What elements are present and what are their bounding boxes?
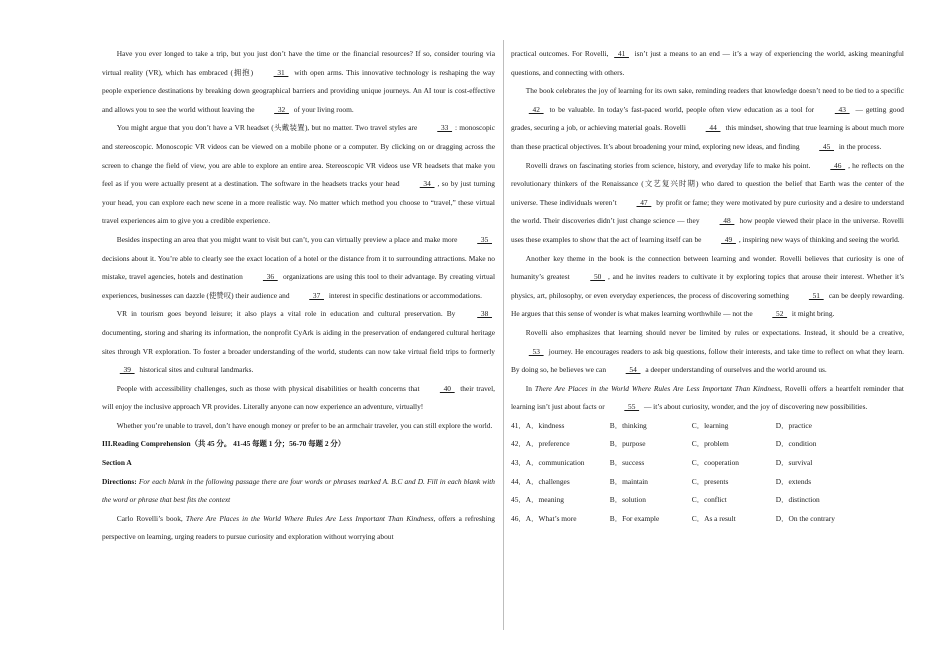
- section-a-label: Section A: [102, 458, 132, 468]
- blank-46: 46: [830, 160, 846, 170]
- column-divider: [503, 40, 504, 630]
- blank-41: 41: [614, 49, 629, 58]
- blank-42: 42: [528, 104, 544, 114]
- option-row-43: 43． A．communication B．success C．cooperation D．survival: [511, 458, 813, 468]
- rovelli-paragraph-4: Rovelli also emphasizes that learning should never be limited by rules or expectations. Instead, it should be a creative, 53 journey. He encourages readers to ask big questions, follow their interests, and take time to reflect on what they learn. By doing so, he believes we can 54 a deeper understanding of ourselves and the world around us.: [511, 324, 904, 380]
- vr-paragraph-3: Besides inspecting an area that you might want to visit but can’t, you can virtually preview a place and make more 35 decisions about it. You’re able to clearly see the exact location of a hotel or the distance from it to surrounding attractions. Make no mistake, travel agencies, hotels and destination 36 organizations are using this tool to their advantage. By creating virtual experiences, businesses can dazzle (使赞叹) their audience and 37 interest in specific destinations or accommodations.: [102, 231, 495, 305]
- blank-48: 48: [719, 216, 735, 226]
- rovelli-intro: Carlo Rovelli’s book, There Are Places in the World Where Rules Are Less Important Than Kindness, offers a refreshing perspective on learning, urging readers to pursue curiosity and exploration without worrying about: [102, 513, 496, 542]
- directions: Directions: For each blank in the following passage there are four words or phrases marked A. B.C and D. Fill in each blank with the word or phrase that best fits the context: [102, 476, 495, 505]
- blank-53: 53: [528, 346, 544, 356]
- option-row-42: 42． A．preference B．purpose C．problem D．condition: [511, 439, 817, 449]
- rovelli-paragraph-0: practical outcomes. For Rovelli, 41 isn’t just a means to an end — it’s a way of experiencing the world, asking meaningful questions, and connecting with others.: [511, 45, 904, 82]
- blank-55: 55: [624, 402, 640, 412]
- vr-paragraph-1: Have you ever longed to take a trip, but you just don’t have the time or the financial resources? If so, consider touring via virtual reality (VR), which has embraced (拥抱) 31 with open arms. This innovative technology is reshaping the way people experience destinations by breaking down geographical barriers and providing unique journeys. An AI tour is cost-effective and allows you to see the world without leaving the 32 of your living room.: [102, 45, 495, 119]
- blank-35: 35: [477, 234, 492, 244]
- section-title: III.Reading Comprehension（共 45 分。 41-45 每题 1 分；56-70 每题 2 分）: [102, 439, 346, 449]
- vr-paragraph-4: VR in tourism goes beyond leisure; it also plays a vital role in education and cultural preservation. By 38 documenting, storing and sharing its information, the nonprofit CyArk is aiding in the preservation of endangered cultural heritage sites through VR exploration. To foster a broader understanding of the world, students can now take virtual field trips to formerly 39 historical sites and cultural landmarks.: [102, 305, 495, 379]
- blank-38: 38: [477, 309, 492, 319]
- blank-36: 36: [262, 272, 278, 282]
- blank-44: 44: [705, 123, 721, 133]
- option-row-41: 41． A．kindness B．thinking C．learning D．practice: [511, 420, 812, 430]
- rovelli-paragraph-5: In There Are Places in the World Where Rules Are Less Important Than Kindness, Rovelli offers a heartfelt reminder that learning isn’t just about facts or 55 — it’s about curiosity, wonder, and the joy of discovering new possibilities.: [511, 380, 904, 417]
- blank-54: 54: [625, 365, 641, 375]
- vr-paragraph-2: You might argue that you don’t have a VR headset (头戴装置), but no matter. Two travel styles are 33 : monoscopic and stereoscopic. Monoscopic VR videos can be viewed on a mobile phone or a computer. By clicking on or dragging across the screen to change the field of view, you are able to explore an entire area. Stereoscopic VR videos use VR headsets that make you feel as if you were actually present at a destination. The software in the headsets tracks your head 34 , so by just turning your head, you can explore each new scene in a more realistic way. No matter which method you choose to “travel,” these virtual travel experiences aim to give you a credible experience.: [102, 119, 495, 231]
- vr-paragraph-6: Whether you’re unable to travel, don’t have enough money or prefer to be an armchair traveler, you can still explore the world.: [116, 420, 493, 430]
- blank-47: 47: [636, 197, 652, 207]
- blank-43: 43: [834, 104, 850, 114]
- options-list: [511, 417, 904, 529]
- blank-34: 34: [419, 179, 435, 189]
- vr-paragraph-5: People with accessibility challenges, such as those with physical disabilities or health concerns that 40 their travel, will enjoy the inclusive approach VR provides. Literally anyone can now experience an adventure, virtually!: [102, 380, 495, 417]
- option-row-44: 44． A．challenges B．maintain C．presents D．extends: [511, 476, 812, 486]
- blank-49: 49: [721, 234, 736, 244]
- blank-32: 32: [274, 104, 289, 114]
- blank-50: 50: [590, 272, 606, 282]
- blank-45: 45: [819, 141, 834, 151]
- right-column: [511, 45, 904, 528]
- blank-31: 31: [273, 67, 289, 77]
- option-row-45: 45． A．meaning B．solution C．conflict D．distinction: [511, 495, 820, 505]
- blank-37: 37: [309, 290, 324, 300]
- blank-39: 39: [119, 365, 135, 375]
- rovelli-paragraph-1: The book celebrates the joy of learning for its own sake, reminding readers that knowledge doesn’t need to be tied to a specific 42 to be valuable. In today’s fast-paced world, people often view education as a tool for 43 — getting good grades, securing a job, or achieving material goals. Rovelli 44 this mindset, showing that true learning is about much more than these practical objectives. It’s about broadening your mind, exploring new ideas, and finding 45 in the process.: [511, 82, 904, 156]
- blank-40: 40: [439, 383, 455, 393]
- blank-51: 51: [808, 290, 824, 300]
- left-column: [102, 45, 495, 547]
- rovelli-paragraph-2: Rovelli draws on fascinating stories from science, history, and everyday life to make his point. 46 , he reflects on the revolutionary thinkers of the Renaissance (文艺复兴时期) who dared to question the belief that Earth was the center of the universe. These individuals weren’t 47 by profit or fame; they were motivated by pure curiosity and a desire to understand the world. Their discoveries didn’t just change science — they 48 how people viewed their place in the universe. Rovelli uses these examples to show that the act of learning itself can be 49 , inspiring new ways of thinking and seeing the world.: [511, 157, 904, 250]
- rovelli-paragraph-3: Another key theme in the book is the connection between learning and wonder. Rovelli believes that curiosity is one of humanity’s greatest 50 , and he invites readers to cultivate it by exploring topics that arouse their interest. Whether it’s physics, art, philosophy, or even everyday experiences, the process of discovering something 51 can be deeply rewarding. He argues that this sense of wonder is what makes learning worthwhile — not the 52 it might bring.: [511, 250, 904, 324]
- option-row-46: 46． A．What’s more B．For example C．As a result D．On the contrary: [511, 513, 835, 523]
- blank-33: 33: [437, 123, 453, 133]
- blank-52: 52: [772, 309, 788, 319]
